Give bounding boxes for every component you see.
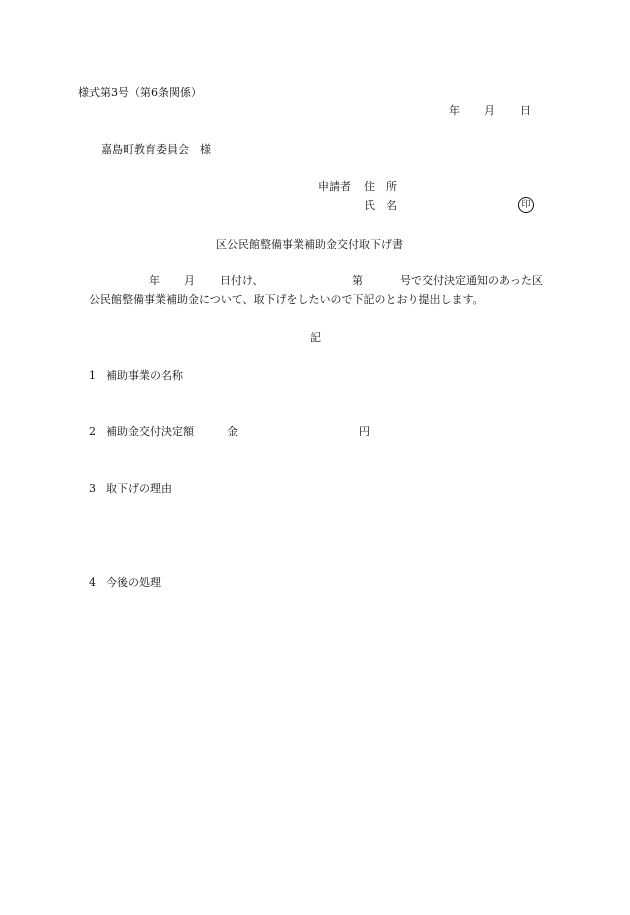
applicant-name-label: 氏 名 xyxy=(364,199,397,212)
item-3-label: 取下げの理由 xyxy=(106,482,172,495)
body-dai: 第 xyxy=(352,274,363,287)
item-1-number: 1 xyxy=(89,369,96,382)
addressee: 嘉島町教育委員会 様 xyxy=(101,143,211,156)
date-year: 年 xyxy=(449,104,460,117)
item-4-label: 今後の処理 xyxy=(106,576,161,589)
body-line1-rest: 号で交付決定通知のあった区 xyxy=(400,274,543,287)
body-month: 月 xyxy=(184,274,195,287)
form-label: 様式第3号（第6条関係） xyxy=(78,86,202,99)
item-4-number: 4 xyxy=(89,576,96,589)
item-1-label: 補助事業の名称 xyxy=(106,369,183,382)
applicant-heading: 申請者 xyxy=(318,180,351,193)
item-2-kin: 金 xyxy=(227,425,238,438)
item-3-number: 3 xyxy=(89,482,96,495)
date-month: 月 xyxy=(484,104,495,117)
body-year: 年 xyxy=(149,274,160,287)
date-day: 日 xyxy=(520,104,531,117)
ki-heading: 記 xyxy=(310,331,321,344)
seal-mark: 印 xyxy=(518,197,534,213)
item-2-label: 補助金交付決定額 xyxy=(106,425,194,438)
item-2-yen: 円 xyxy=(359,425,370,438)
applicant-address-label: 住 所 xyxy=(364,180,397,193)
body-line2: 公民館整備事業補助金について、取下げをしたいので下記のとおり提出します。 xyxy=(89,293,484,306)
body-day-given: 日付け、 xyxy=(220,274,264,287)
document-title: 区公民館整備事業補助金交付取下げ書 xyxy=(216,238,403,251)
item-2-number: 2 xyxy=(89,425,96,438)
